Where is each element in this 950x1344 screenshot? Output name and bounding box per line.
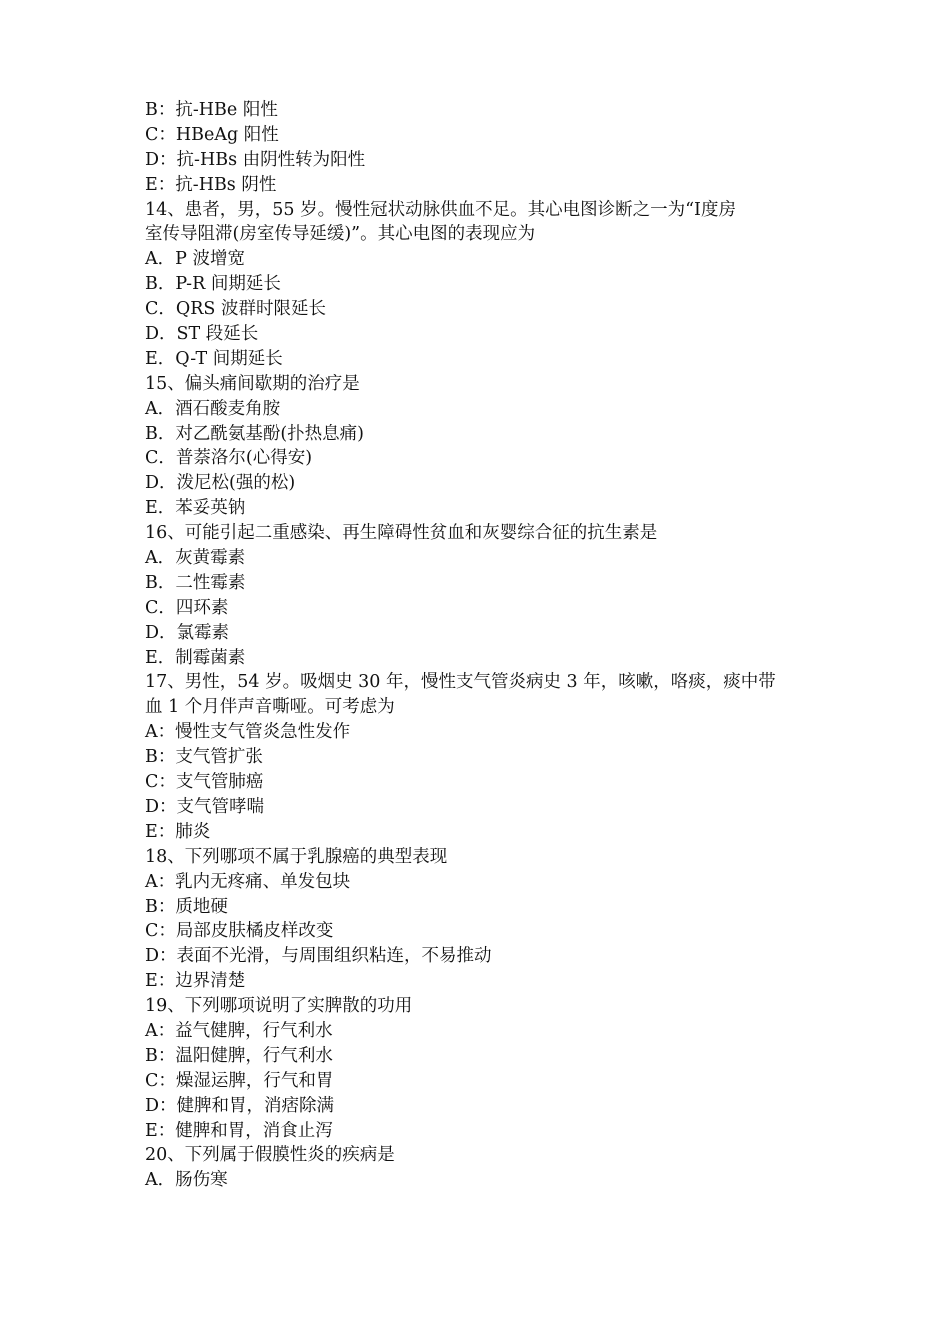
option-line: E：边界清楚 [145,971,246,992]
question-line: 16、可能引起二重感染、再生障碍性贫血和灰婴综合征的抗生素是 [145,523,658,544]
question-line: 20、下列属于假膜性炎的疾病是 [145,1145,395,1166]
text-line: B：抗-HBe 阳性 [145,100,278,120]
text-line: E：抗-HBs 阴性 [145,174,277,195]
option-line: B：支气管扩张 [145,747,263,768]
option-line: E：肺炎 [145,821,211,842]
question-line: 19、下列哪项说明了实脾散的功用 [145,996,413,1017]
option-line: A．灰黄霉素 [145,548,246,569]
option-line: B：质地硬 [145,896,228,917]
option-line: D：表面不光滑，与周围组织粘连，不易推动 [145,946,492,967]
option-line: B．P-R 间期延长 [145,274,281,295]
option-line: D：支气管哮喘 [145,796,265,817]
option-line: A：乳内无疼痛、单发包块 [145,871,351,892]
option-line: A．P 波增宽 [145,249,245,270]
option-line: C．普萘洛尔(心得安) [145,448,313,469]
document-body [145,98,815,1193]
option-line: A．酒石酸麦角胺 [145,398,281,419]
option-line: B．对乙酰氨基酚(扑热息痛) [145,423,365,444]
option-line: C：支气管肺癌 [145,772,264,793]
option-line: D．氯霉素 [145,622,230,643]
option-line: E．Q-T 间期延长 [145,348,283,369]
question-line: 15、偏头痛间歇期的治疗是 [145,373,360,394]
option-line: D．泼尼松(强的松) [145,473,296,494]
question-line: 血 1 个月伴声音嘶哑。可考虑为 [145,697,395,718]
option-line: E．苯妥英钠 [145,498,246,519]
option-line: D．ST 段延长 [145,324,259,345]
option-line: D：健脾和胃，消痞除满 [145,1095,335,1116]
option-line: C：燥湿运脾，行气和胃 [145,1070,334,1091]
option-line: A：慢性支气管炎急性发作 [145,722,351,743]
text-line: C：HBeAg 阳性 [145,124,279,145]
question-line: 18、下列哪项不属于乳腺癌的典型表现 [145,846,448,867]
text-line: D：抗-HBs 由阴性转为阳性 [145,149,366,170]
question-line: 14、患者，男，55 岁。慢性冠状动脉供血不足。其心电图诊断之一为“Ⅰ度房 [145,199,736,220]
option-line: C：局部皮肤橘皮样改变 [145,921,334,942]
option-line: E．制霉菌素 [145,647,246,668]
option-line: A．肠伤寒 [145,1170,228,1191]
question-line: 17、男性，54 岁。吸烟史 30 年，慢性支气管炎病史 3 年，咳嗽，咯痰，痰中带 [145,672,776,693]
option-line: C．QRS 波群时限延长 [145,299,326,320]
question-line: 室传导阻滞(房室传导延缓)”。其心电图的表现应为 [145,224,536,245]
option-line: E：健脾和胃，消食止泻 [145,1120,333,1141]
option-line: C．四环素 [145,597,229,618]
option-line: B：温阳健脾，行气利水 [145,1045,333,1066]
option-line: A：益气健脾，行气利水 [145,1020,333,1041]
option-line: B．二性霉素 [145,572,246,593]
